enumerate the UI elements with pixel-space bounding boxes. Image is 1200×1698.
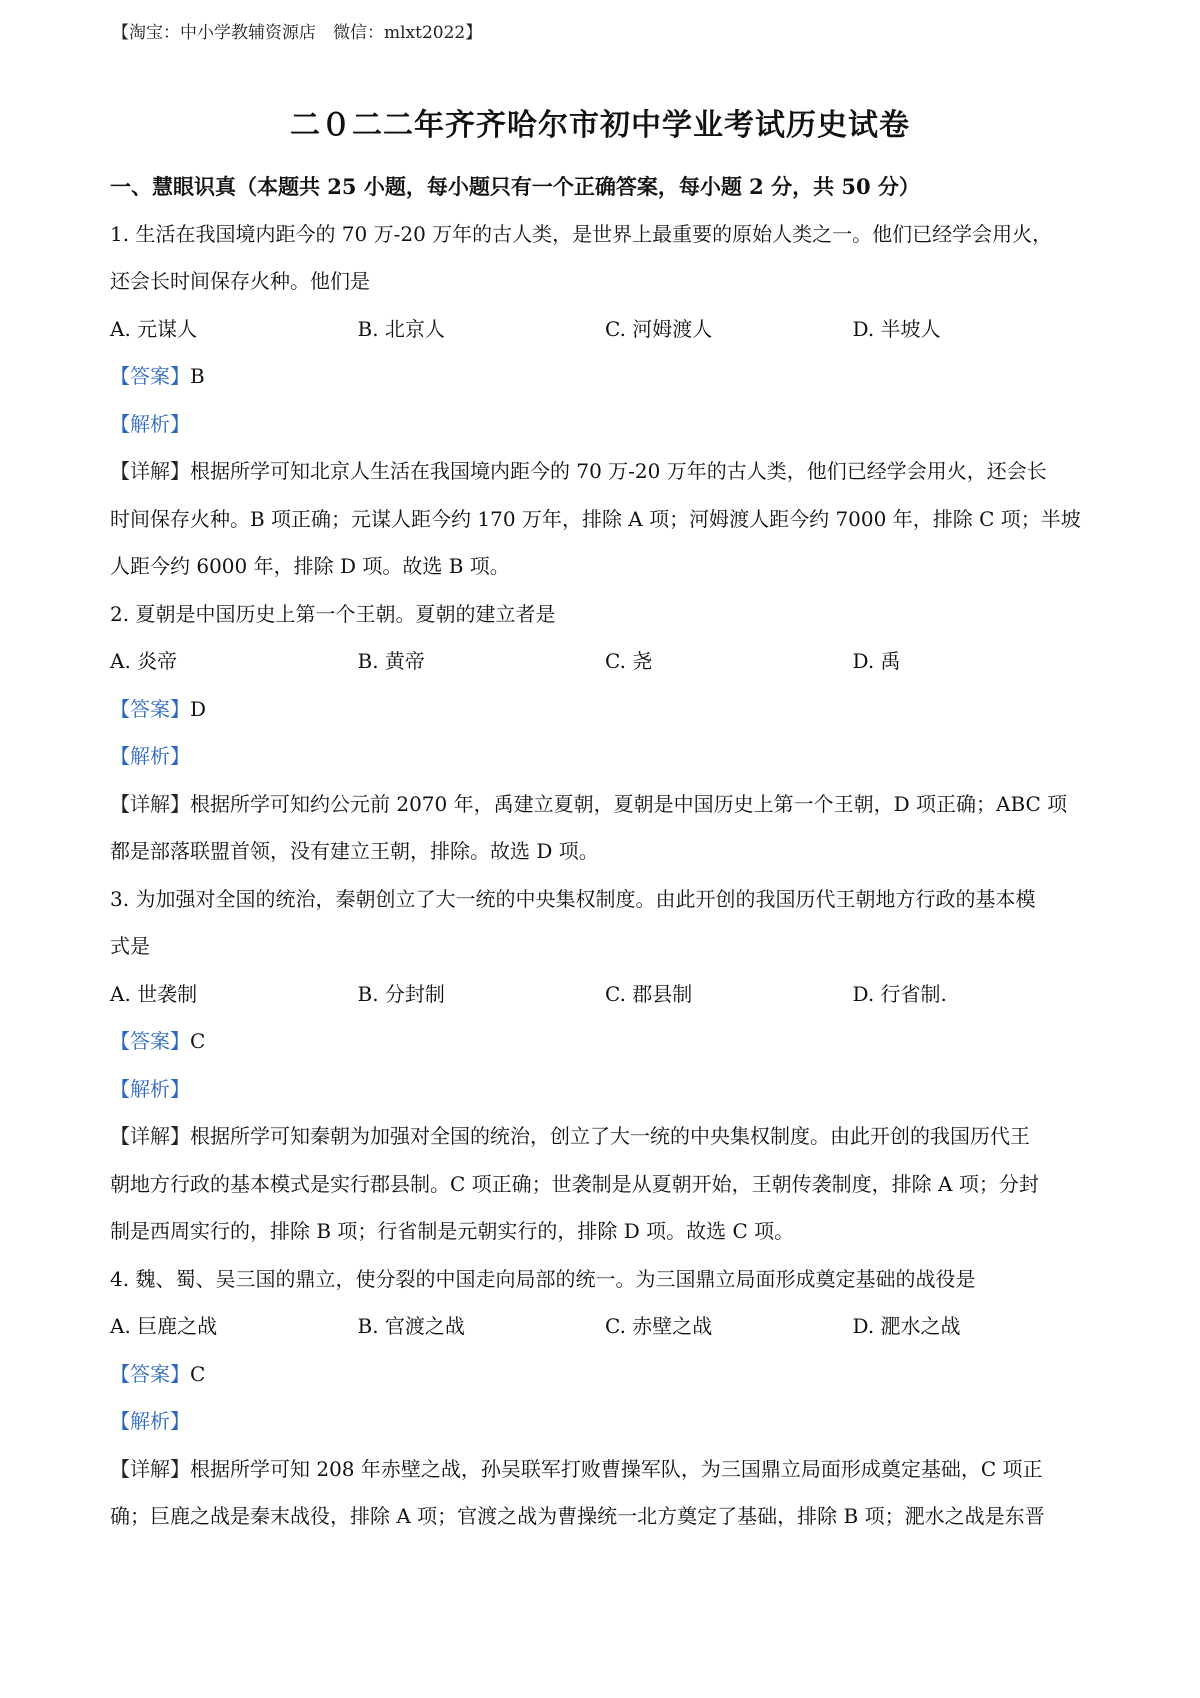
analysis-line bbox=[110, 1398, 1100, 1446]
answer-line bbox=[110, 686, 1100, 734]
question-block bbox=[110, 876, 1100, 1256]
question-block bbox=[110, 211, 1100, 591]
detail-line bbox=[110, 1446, 1100, 1494]
option-b: B. 黄帝 bbox=[357, 649, 425, 673]
detail-text: 根据所学可知秦朝为加强对全国的统治，创立了大一统的中央集权制度。由此开创的我国历代王 bbox=[190, 1124, 1030, 1148]
options-row bbox=[110, 306, 1100, 354]
option-a: A. 巨鹿之战 bbox=[110, 1314, 218, 1338]
question-block bbox=[110, 591, 1100, 876]
detail-label: 【详解】 bbox=[110, 791, 190, 816]
answer-value: C bbox=[190, 1029, 206, 1053]
page-header-watermark: 【淘宝：中小学教辅资源店 微信：mlxt2022】 bbox=[112, 23, 483, 43]
detail-text: 根据所学可知约公元前 2070 年，禹建立夏朝，夏朝是中国历史上第一个王朝，D 项正确；ABC 项 bbox=[190, 791, 1068, 816]
analysis-label: 【解析】 bbox=[110, 1409, 190, 1433]
analysis-line bbox=[110, 1066, 1100, 1114]
options-row bbox=[110, 1303, 1100, 1351]
analysis-label: 【解析】 bbox=[110, 411, 190, 436]
answer-label: 【答案】 bbox=[110, 364, 190, 388]
answer-label: 【答案】 bbox=[110, 1361, 190, 1386]
analysis-label: 【解析】 bbox=[110, 744, 190, 768]
answer-value: C bbox=[190, 1361, 206, 1386]
question-stem: 还会长时间保存火种。他们是 bbox=[110, 269, 370, 293]
option-a: A. 元谋人 bbox=[110, 316, 198, 341]
question-stem: 1. 生活在我国境内距今的 70 万-20 万年的古人类，是世界上最重要的原始人类之一。他们已经学会用火， bbox=[110, 221, 1053, 246]
option-d: D. 淝水之战 bbox=[852, 1314, 961, 1338]
detail-text: 人距今约 6000 年，排除 D 项。故选 B 项。 bbox=[110, 554, 510, 578]
answer-value: B bbox=[190, 364, 205, 388]
answer-value: D bbox=[190, 696, 207, 721]
option-c: C. 赤壁之战 bbox=[605, 1314, 713, 1338]
detail-label: 【详解】 bbox=[110, 459, 190, 483]
question-stem: 式是 bbox=[110, 934, 150, 958]
answer-label: 【答案】 bbox=[110, 696, 190, 721]
analysis-label: 【解析】 bbox=[110, 1076, 190, 1101]
question-stem: 4. 魏、蜀、吴三国的鼎立，使分裂的中国走向局部的统一。为三国鼎立局面形成奠定基础的战役是 bbox=[110, 1266, 976, 1291]
option-c: C. 河姆渡人 bbox=[605, 316, 713, 341]
option-c: C. 尧 bbox=[605, 649, 653, 673]
analysis-line bbox=[110, 401, 1100, 449]
question-stem: 2. 夏朝是中国历史上第一个王朝。夏朝的建立者是 bbox=[110, 601, 556, 626]
option-c: C. 郡县制 bbox=[605, 981, 693, 1006]
question-stem: 3. 为加强对全国的统治，秦朝创立了大一统的中央集权制度。由此开创的我国历代王朝地方行政的基本模 bbox=[110, 886, 1036, 911]
section-heading: 一、慧眼识真（本题共 25 小题，每小题只有一个正确答案，每小题 2 分，共 50 分） bbox=[110, 174, 920, 199]
options-row bbox=[110, 971, 1100, 1019]
option-b: B. 分封制 bbox=[357, 981, 445, 1006]
option-b: B. 北京人 bbox=[357, 316, 445, 341]
detail-text: 都是部落联盟首领，没有建立王朝，排除。故选 D 项。 bbox=[110, 839, 599, 863]
detail-line bbox=[110, 781, 1100, 829]
option-a: A. 炎帝 bbox=[110, 649, 178, 673]
detail-text: 朝地方行政的基本模式是实行郡县制。C 项正确；世袭制是从夏朝开始，王朝传袭制度，排除 A 项；分封 bbox=[110, 1171, 1039, 1196]
option-d: D. 半坡人 bbox=[852, 316, 941, 341]
detail-line bbox=[110, 1113, 1100, 1161]
question-block bbox=[110, 1256, 1100, 1541]
detail-label: 【详解】 bbox=[110, 1124, 190, 1148]
option-d: D. 行省制. bbox=[852, 981, 947, 1006]
detail-line bbox=[110, 448, 1100, 496]
answer-line bbox=[110, 1351, 1100, 1399]
option-a: A. 世袭制 bbox=[110, 981, 198, 1006]
detail-text: 时间保存火种。B 项正确；元谋人距今约 170 万年，排除 A 项；河姆渡人距今约 7000 年，排除 C 项；半坡 bbox=[110, 506, 1081, 531]
answer-line bbox=[110, 1018, 1100, 1066]
options-row bbox=[110, 638, 1100, 686]
answer-label: 【答案】 bbox=[110, 1029, 190, 1053]
detail-text: 制是西周实行的，排除 B 项；行省制是元朝实行的，排除 D 项。故选 C 项。 bbox=[110, 1219, 795, 1243]
option-b: B. 官渡之战 bbox=[357, 1314, 465, 1338]
detail-text: 根据所学可知北京人生活在我国境内距今的 70 万-20 万年的古人类，他们已经学会用火，还会长 bbox=[190, 459, 1047, 483]
page-title: 二０二二年齐齐哈尔市初中学业考试历史试卷 bbox=[290, 108, 910, 143]
analysis-line bbox=[110, 733, 1100, 781]
detail-text: 确；巨鹿之战是秦末战役，排除 A 项；官渡之战为曹操统一北方奠定了基础，排除 B 项；淝水之战是东晋 bbox=[110, 1504, 1045, 1528]
answer-line bbox=[110, 353, 1100, 401]
exam-content bbox=[110, 163, 1100, 1541]
option-d: D. 禹 bbox=[852, 649, 901, 673]
detail-text: 根据所学可知 208 年赤壁之战，孙吴联军打败曹操军队，为三国鼎立局面形成奠定基础，C 项正 bbox=[190, 1456, 1043, 1481]
detail-label: 【详解】 bbox=[110, 1456, 190, 1481]
